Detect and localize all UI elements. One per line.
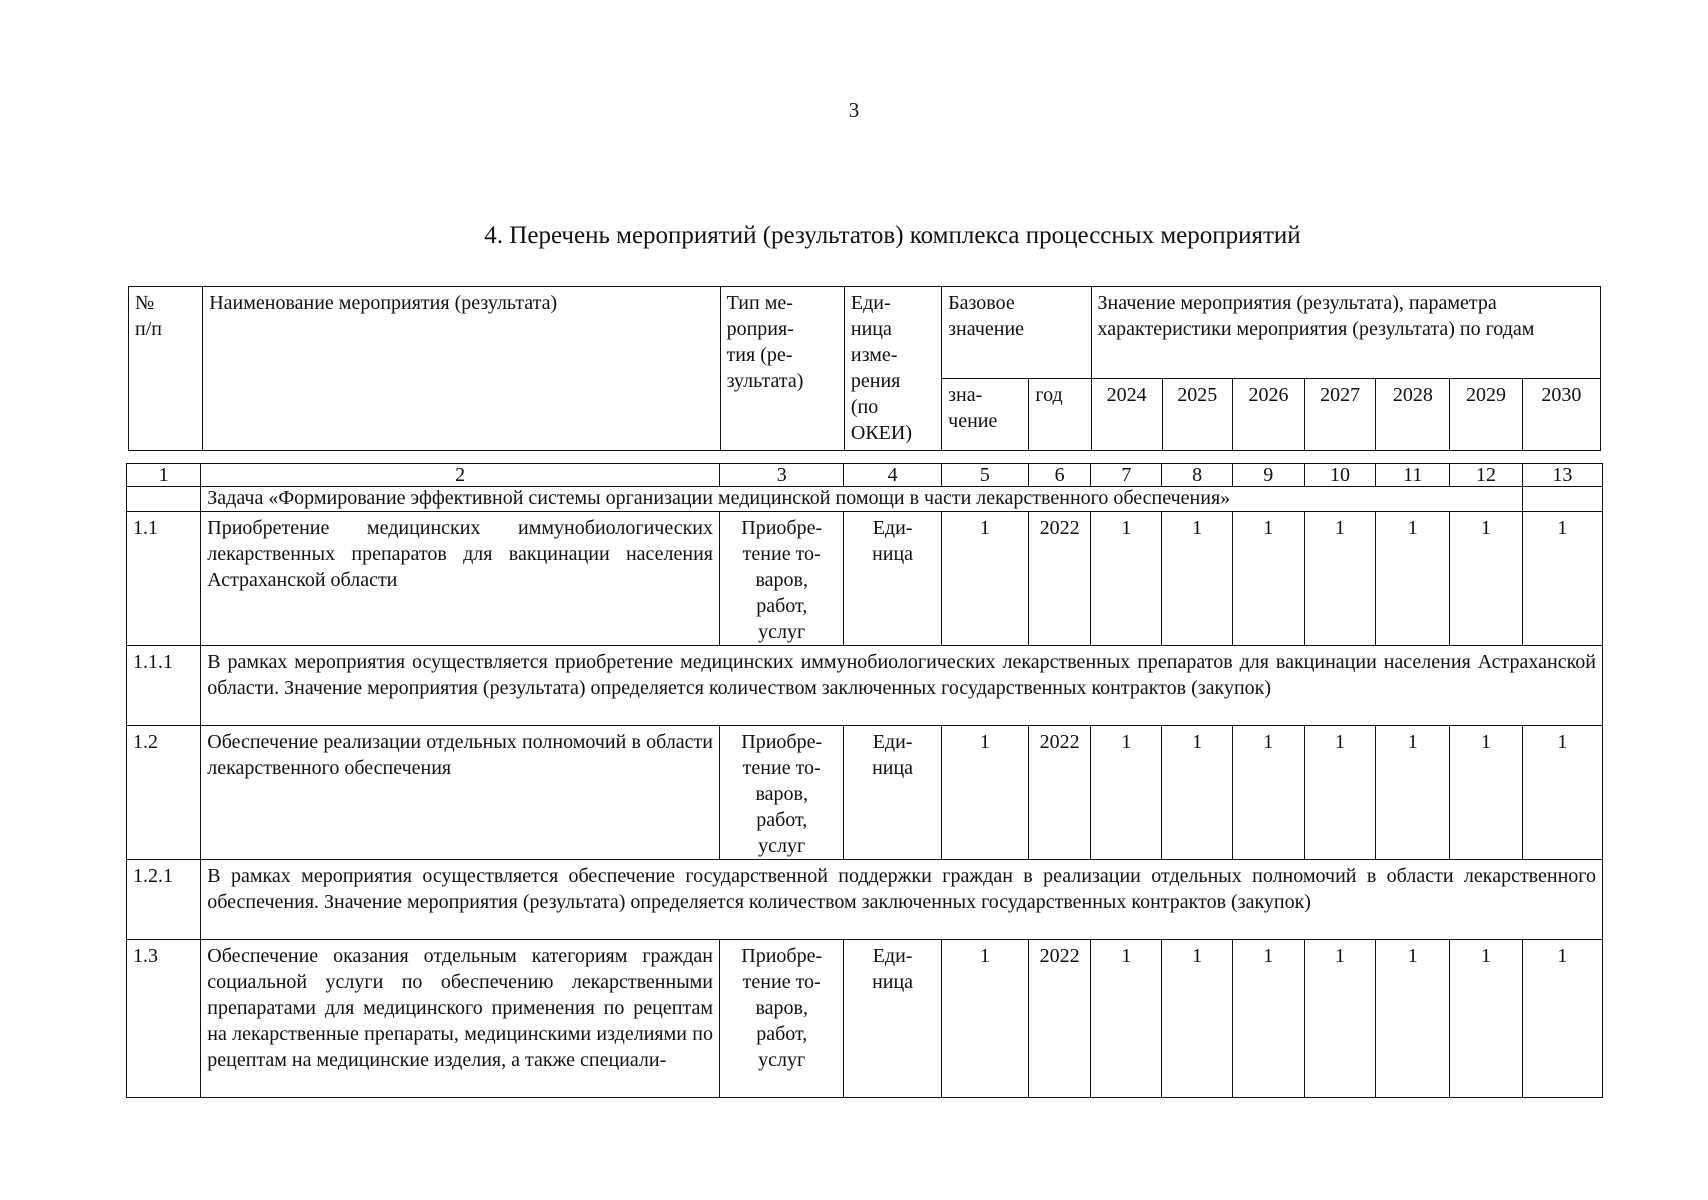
header-type: Тип ме- роприя- тия (ре- зультата) — [720, 287, 844, 451]
column-number: 10 — [1304, 464, 1375, 487]
column-number: 8 — [1162, 464, 1232, 487]
row-unit: Еди- ница — [844, 940, 941, 1098]
column-number: 9 — [1232, 464, 1304, 487]
row-value: 1 — [1304, 940, 1375, 1098]
row-value: 1 — [1162, 726, 1232, 860]
header-table — [128, 286, 1601, 451]
row-value: 1 — [1162, 512, 1232, 646]
table-row — [127, 940, 1603, 1098]
task-text: Задача «Формирование эффективной системы организации медицинской помощи в части лекарственного обеспечения» — [201, 487, 1522, 512]
row-base-year: 2022 — [1029, 726, 1091, 860]
header-num: № п/п — [129, 287, 203, 451]
description-row — [127, 646, 1603, 726]
header-values: Значение мероприятия (результата), параметра характеристики мероприятия (результата) по годам — [1091, 287, 1600, 379]
row-value: 1 — [1232, 726, 1304, 860]
header-year: 2027 — [1305, 379, 1376, 451]
column-number: 2 — [201, 464, 720, 487]
row-value: 1 — [1091, 940, 1162, 1098]
desc-text: В рамках мероприятия осуществляется обеспечение государственной поддержки граждан в реализации отдельных полномочий в области лекарственного обеспечения. Значение мероприятия (результата) определяется количеством заключенных государственных контрактов (закупок) — [201, 860, 1603, 940]
row-value: 1 — [1232, 512, 1304, 646]
column-number: 6 — [1029, 464, 1091, 487]
row-base-value: 1 — [941, 940, 1028, 1098]
row-name: Обеспечение оказания отдельным категориям граждан социальной услуги по обеспечению лекарственными препаратами для медицинского применения по рецептам на лекарственные препараты, медицинскими изделиями по рецептам на медицинские изделия, а также специали- — [201, 940, 720, 1098]
row-value: 1 — [1091, 726, 1162, 860]
desc-text: В рамках мероприятия осуществляется приобретение медицинских иммунобиологических лекарственных препаратов для вакцинации населения Астраханской области. Значение мероприятия (результата) определяется количеством заключенных государственных контрактов (закупок) — [201, 646, 1603, 726]
column-number: 7 — [1091, 464, 1162, 487]
column-number: 12 — [1450, 464, 1522, 487]
data-table — [126, 463, 1603, 1098]
row-num: 1.1 — [127, 512, 201, 646]
header-year: 2026 — [1232, 379, 1304, 451]
page-number: 3 — [848, 98, 860, 122]
column-number: 3 — [720, 464, 844, 487]
row-value: 1 — [1522, 726, 1602, 860]
row-value: 1 — [1376, 512, 1450, 646]
row-base-value: 1 — [941, 726, 1028, 860]
row-value: 1 — [1162, 940, 1232, 1098]
row-value: 1 — [1450, 726, 1522, 860]
header-base-value: зна- чение — [942, 379, 1029, 451]
row-num: 1.2 — [127, 726, 201, 860]
task-row — [127, 487, 1603, 512]
row-value: 1 — [1091, 512, 1162, 646]
header-unit: Еди- ница изме- рения (по ОКЕИ) — [844, 287, 941, 451]
column-number: 13 — [1522, 464, 1602, 487]
row-value: 1 — [1376, 940, 1450, 1098]
row-value: 1 — [1450, 512, 1522, 646]
table-row — [127, 726, 1603, 860]
header-year: 2029 — [1450, 379, 1522, 451]
column-numbers-row — [127, 464, 1603, 487]
header-year: 2024 — [1091, 379, 1162, 451]
row-value: 1 — [1522, 940, 1602, 1098]
row-value: 1 — [1304, 512, 1375, 646]
column-number: 5 — [941, 464, 1028, 487]
row-type: Приобре- тение то- варов, работ, услуг — [720, 940, 844, 1098]
row-unit: Еди- ница — [844, 726, 941, 860]
row-value: 1 — [1522, 512, 1602, 646]
row-value: 1 — [1304, 726, 1375, 860]
header-base: Базовое значение — [942, 287, 1091, 379]
column-number: 11 — [1376, 464, 1450, 487]
header-year: 2030 — [1522, 379, 1600, 451]
desc-num: 1.1.1 — [127, 646, 201, 726]
column-number: 4 — [844, 464, 941, 487]
row-name: Приобретение медицинских иммунобиологических лекарственных препаратов для вакцинации населения Астраханской области — [201, 512, 720, 646]
column-number: 1 — [127, 464, 201, 487]
table-row — [127, 512, 1603, 646]
header-name: Наименование мероприятия (результата) — [203, 287, 720, 451]
row-value: 1 — [1376, 726, 1450, 860]
row-type: Приобре- тение то- варов, работ, услуг — [720, 512, 844, 646]
row-value: 1 — [1232, 940, 1304, 1098]
row-type: Приобре- тение то- варов, работ, услуг — [720, 726, 844, 860]
row-name: Обеспечение реализации отдельных полномочий в области лекарственного обеспечения — [201, 726, 720, 860]
row-unit: Еди- ница — [844, 512, 941, 646]
header-base-year: год — [1029, 379, 1091, 451]
header-year: 2028 — [1376, 379, 1450, 451]
row-base-year: 2022 — [1029, 512, 1091, 646]
description-row — [127, 860, 1603, 940]
desc-num: 1.2.1 — [127, 860, 201, 940]
section-title: 4. Перечень мероприятий (результатов) комплекса процессных мероприятий — [484, 222, 1301, 249]
row-base-value: 1 — [941, 512, 1028, 646]
header-year: 2025 — [1162, 379, 1232, 451]
row-value: 1 — [1450, 940, 1522, 1098]
row-num: 1.3 — [127, 940, 201, 1098]
row-base-year: 2022 — [1029, 940, 1091, 1098]
